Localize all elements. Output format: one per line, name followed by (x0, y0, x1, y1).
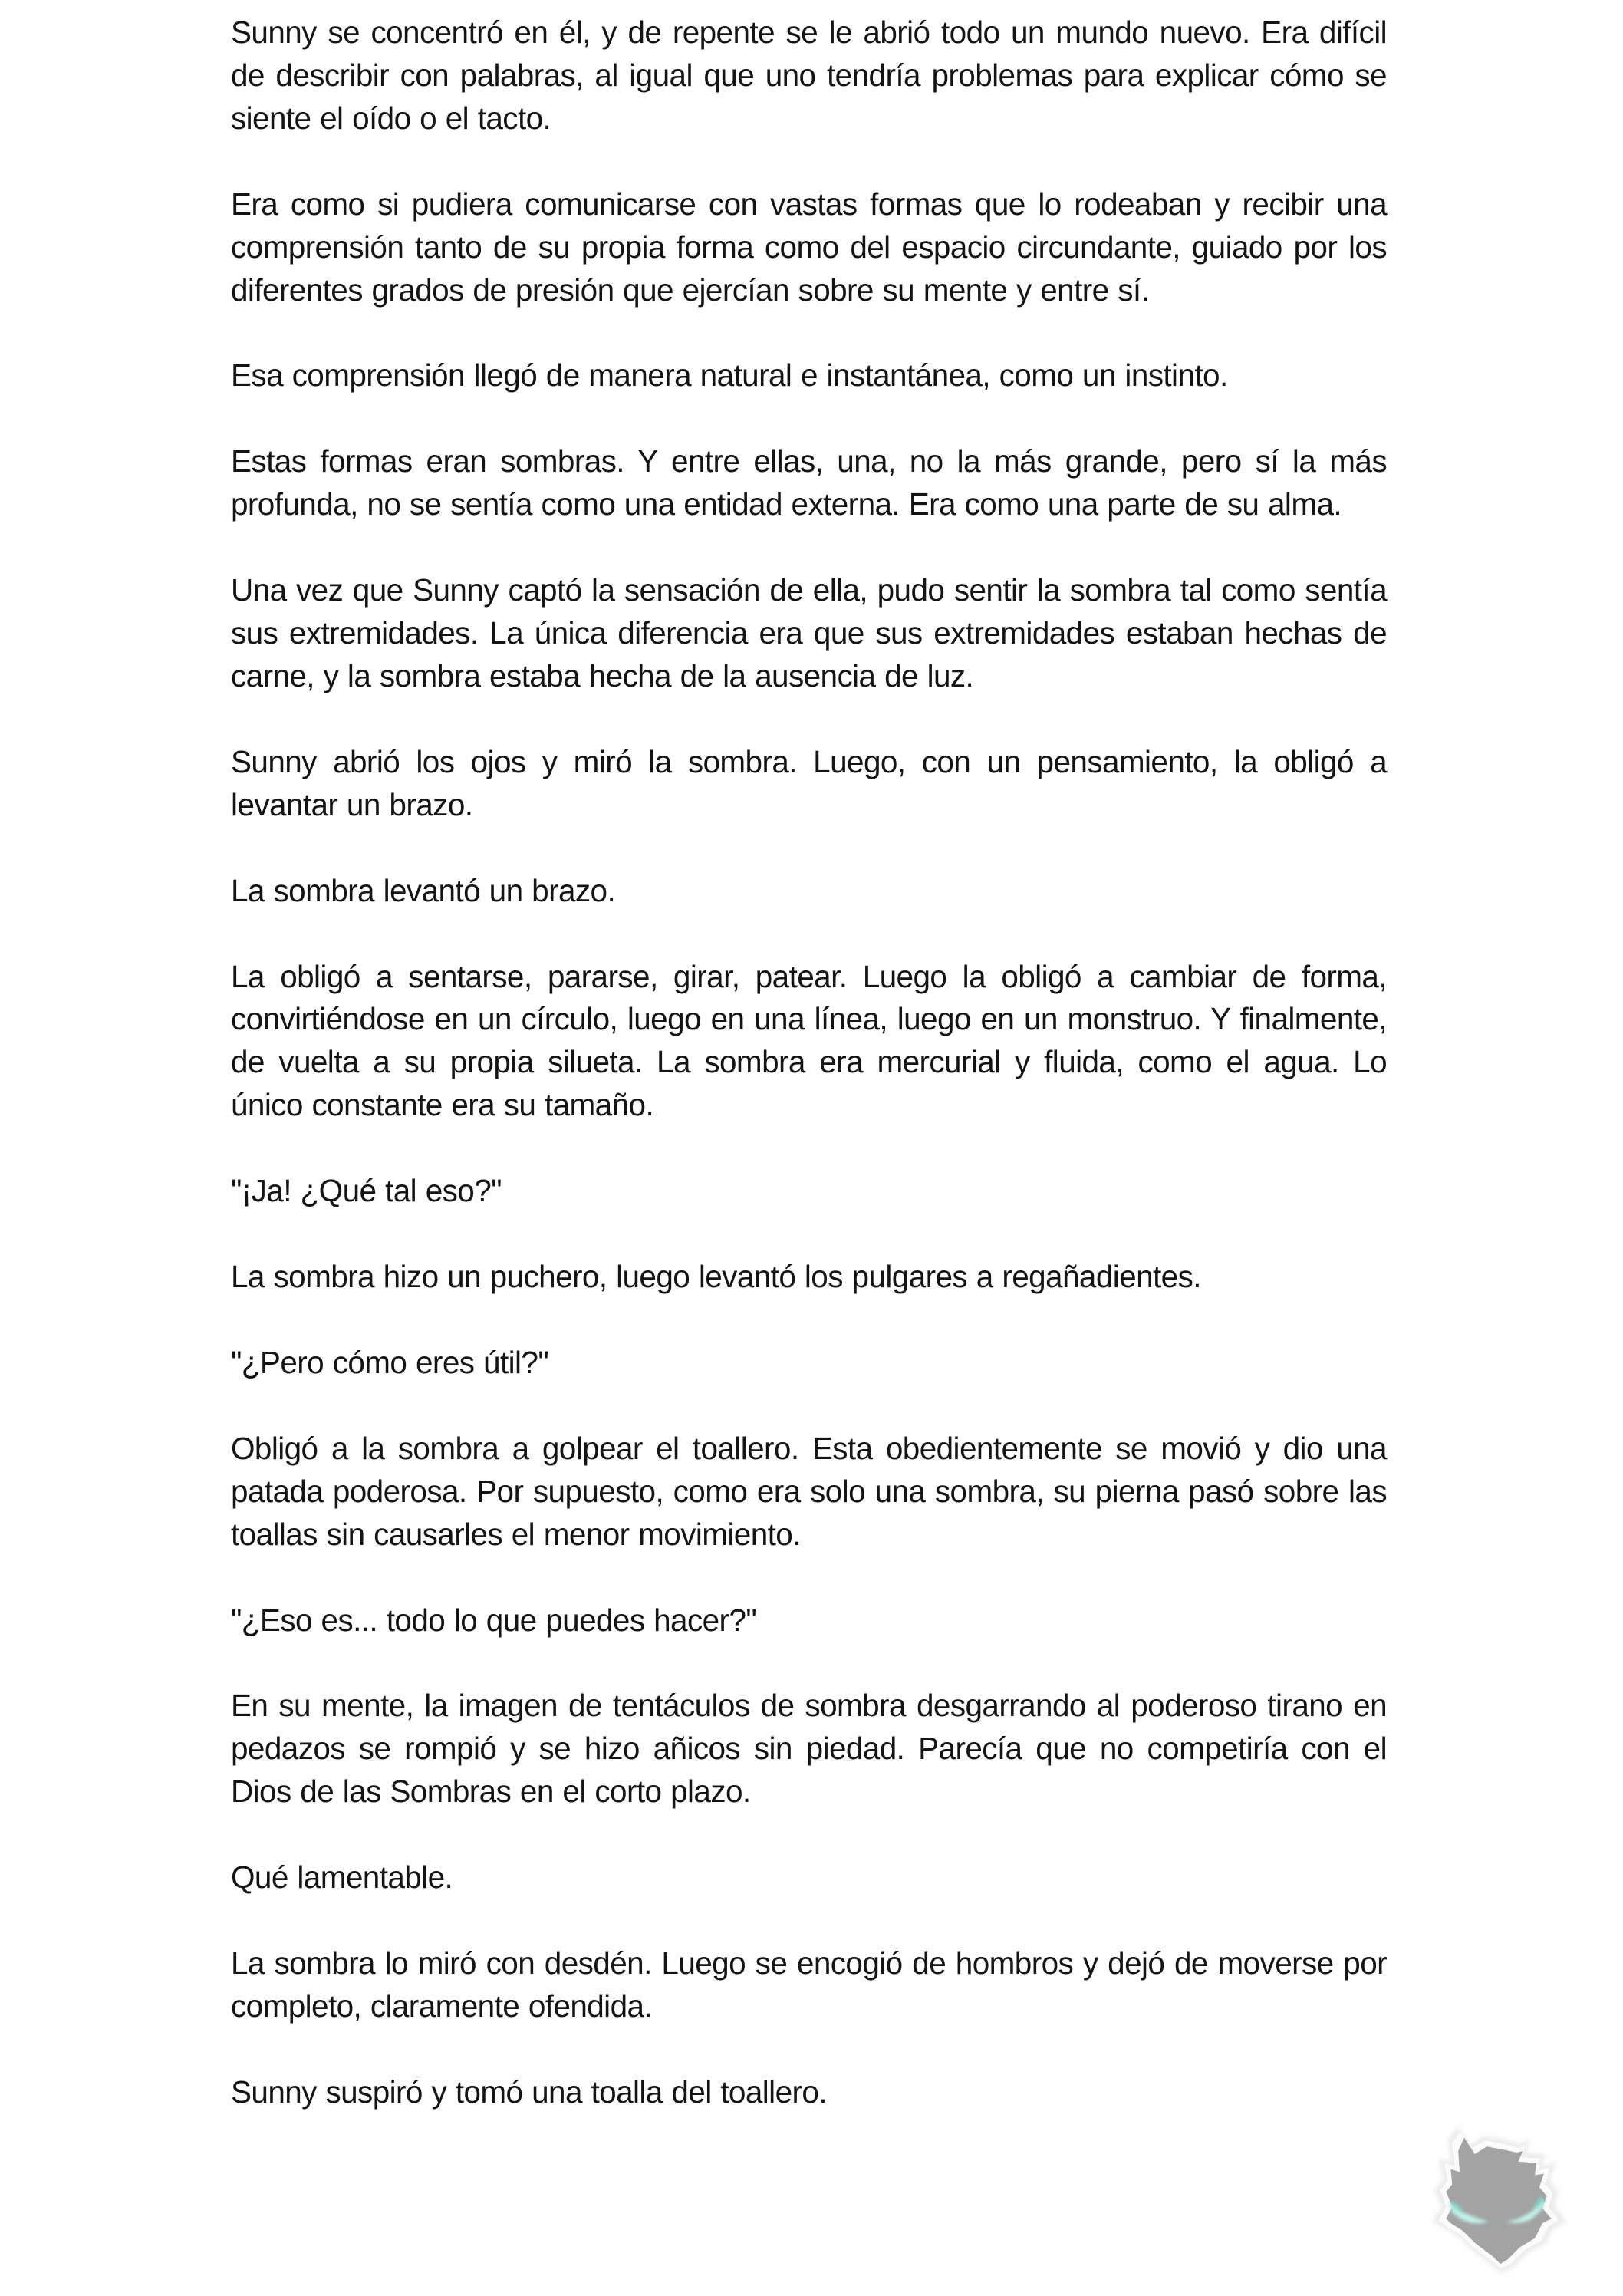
paragraph: Esa comprensión llegó de manera natural e instantánea, como un instinto. (231, 357, 1228, 394)
paragraph: En su mente, la imagen de tentáculos de sombra desgarrando al poderoso tirano en pedazos se rompió y se hizo añicos sin piedad. Parecía que no competiría con el Dios de las Sombras en el corto plazo. (231, 1688, 1387, 1810)
paragraph: Sunny se concentró en él, y de repente se le abrió todo un mundo nuevo. Era difícil de describir con palabras, al igual que uno tendría problemas para explicar cómo se siente el oído o el tacto. (231, 15, 1387, 136)
paragraph: Sunny suspiró y tomó una toalla del toallero. (231, 2074, 827, 2110)
paragraph: Sunny abrió los ojos y miró la sombra. Luego, con un pensamiento, la obligó a levantar un brazo. (231, 743, 1387, 822)
paragraph: Era como si pudiera comunicarse con vastas formas que lo rodeaban y recibir una comprensión tanto de su propia forma como del espacio circundante, guiado por los diferentes grados de presión que ejercían sobre su mente y entre sí. (231, 186, 1387, 308)
dialogue-paragraph: "¡Ja! ¿Qué tal eso?" (231, 1173, 502, 1209)
dialogue-paragraph: "¿Pero cómo eres útil?" (231, 1344, 549, 1380)
document-body (231, 12, 1387, 2114)
demon-head-logo-icon (1425, 2108, 1575, 2275)
paragraph: La sombra levantó un brazo. (231, 872, 616, 908)
paragraph: Qué lamentable. (231, 1860, 453, 1896)
dialogue-paragraph: "¿Eso es... todo lo que puedes hacer?" (231, 1602, 757, 1638)
paragraph: Una vez que Sunny captó la sensación de ella, pudo sentir la sombra tal como sentía sus extremidades. La única diferencia era que sus extremidades estaban hechas de carne, y la sombra estaba hecha de la ausencia de luz. (231, 572, 1387, 693)
paragraph: Estas formas eran sombras. Y entre ellas, una, no la más grande, pero sí la más profunda, no se sentía como una entidad externa. Era como una parte de su alma. (231, 443, 1387, 522)
paragraph: La obligó a sentarse, pararse, girar, patear. Luego la obligó a cambiar de forma, convirtiéndose en un círculo, luego en una línea, luego en un monstruo. Y finalmente, de vuelta a su propia silueta. La sombra era mercurial y fluida, como el agua. Lo único constante era su tamaño. (231, 958, 1387, 1123)
paragraph: La sombra hizo un puchero, luego levantó los pulgares a regañadientes. (231, 1259, 1201, 1295)
paragraph: La sombra lo miró con desdén. Luego se encogió de hombros y dejó de moverse por completo, claramente ofendida. (231, 1945, 1387, 2024)
paragraph: Obligó a la sombra a golpear el toallero. Esta obedientemente se movió y dio una patada poderosa. Por supuesto, como era solo una sombra, su pierna pasó sobre las toallas sin causarles el menor movimiento. (231, 1430, 1387, 1552)
